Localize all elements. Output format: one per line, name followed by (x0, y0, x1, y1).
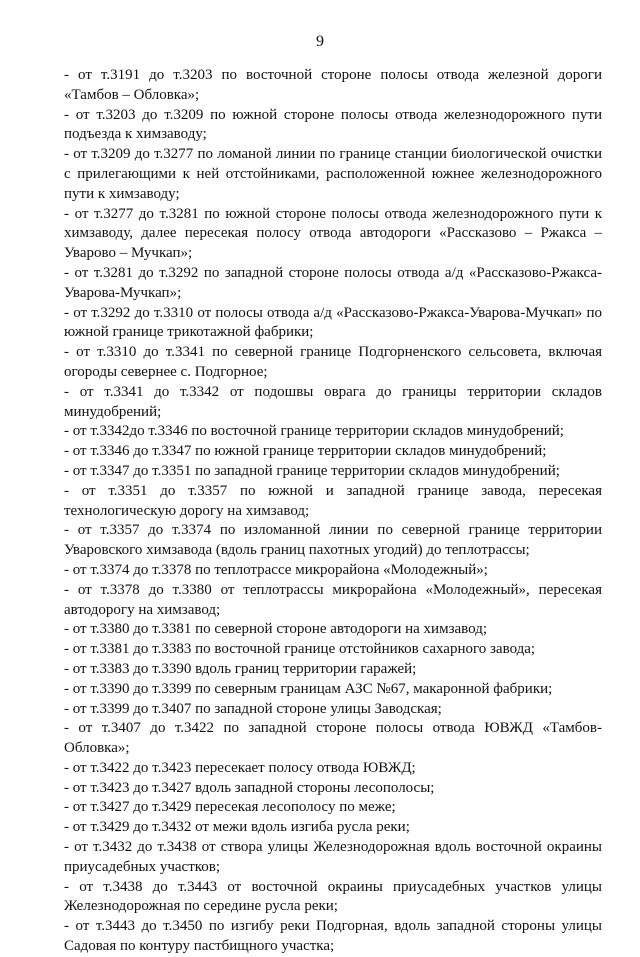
boundary-segment-item: - от т.3292 до т.3310 от полосы отвода а/д «Рассказово-Ржакса-Уварова-Мучкап» по южной границе трикотажной фабрики; (64, 304, 602, 341)
boundary-segment-item: - от т.3346 до т.3347 по южной границе территории складов минудобрений; (64, 443, 547, 460)
boundary-segment-item: - от т.3203 до т.3209 по южной стороне полосы отвода железнодорожного пути подъезда к химзаводу; (64, 106, 602, 143)
boundary-segment-item: - от т.3383 до т.3390 вдоль границ территории гаражей; (64, 660, 417, 677)
boundary-segment-item: - от т.3443 до т.3450 по изгибу реки Подгорная, вдоль западной стороны улицы Садовая по контуру пастбищного участка; (64, 918, 602, 955)
document-body (64, 66, 602, 957)
boundary-segment-item: - от т.3438 до т.3443 от восточной окраины приусадебных участков улицы Железнодорожная по середине русла реки; (64, 878, 602, 915)
boundary-segment-item: - от т.3341 до т.3342 от подошвы оврага до границы территории складов минудобрений; (64, 383, 602, 420)
boundary-segment-item: - от т.3380 до т.3381 по северной стороне автодороги на химзавод; (64, 621, 488, 638)
boundary-segment-item: - от т.3381 до т.3383 по восточной границе отстойников сахарного завода; (64, 641, 536, 658)
boundary-segment-item: - от т.3390 до т.3399 по северным границам АЗС №67, макаронной фабрики; (64, 680, 553, 697)
boundary-segment-item: - от т.3432 до т.3438 от створа улицы Железнодорожная вдоль восточной окраины приусадебных участков; (64, 839, 602, 875)
boundary-segment-item: - от т.3427 до т.3429 пересекая лесополосу по меже; (64, 799, 396, 816)
boundary-segment-item: - от т.3281 до т.3292 по западной стороне полосы отвода а/д «Рассказово-Ржакса-Уварова-Мучкап»; (64, 264, 602, 301)
boundary-segment-item: - от т.3378 до т.3380 от теплотрассы микрорайона «Молодежный», пересекая автодорогу на химзавод; (64, 581, 602, 618)
boundary-segment-item: - от т.3277 до т.3281 по южной стороне полосы отвода железнодорожного пути к химзаводу, далее пересекая полосу отвода автодороги «Рассказово – Ржакса – Уварово – Мучкап»; (64, 205, 602, 262)
boundary-segment-item: - от т.3342до т.3346 по восточной границе территории складов минудобрений; (64, 423, 564, 440)
boundary-segment-item: - от т.3429 до т.3432 от межи вдоль изгиба русла реки; (64, 819, 410, 836)
boundary-segment-item: - от т.3422 до т.3423 пересекает полосу отвода ЮВЖД; (64, 759, 416, 776)
boundary-segment-item: - от т.3351 до т.3357 по южной и западной границе завода, пересекая технологическую дорогу на химзавод; (64, 482, 602, 519)
boundary-segment-item: - от т.3191 до т.3203 по восточной стороне полосы отвода железной дороги «Тамбов – Обловка»; (64, 67, 602, 103)
page-number: 9 (316, 33, 324, 50)
boundary-segment-item: - от т.3399 до т.3407 по западной стороне улицы Заводская; (64, 700, 442, 717)
boundary-segment-item: - от т.3357 до т.3374 по изломанной линии по северной границе территории Уваровского химзавода (вдоль границ пахотных угодий) до теплотрассы; (64, 522, 602, 559)
boundary-segment-item: - от т.3209 до т.3277 по ломаной линии по границе станции биологической очистки с прилегающими к ней отстойниками, расположенной южнее железнодорожного пути к химзаводу; (64, 146, 602, 202)
boundary-segment-item: - от т.3423 до т.3427 вдоль западной стороны лесополосы; (64, 779, 435, 796)
boundary-segment-item: - от т.3374 до т.3378 по теплотрассе микрорайона «Молодежный»; (64, 561, 488, 578)
boundary-segment-item: - от т.3407 до т.3422 по западной стороне полосы отвода ЮВЖД «Тамбов-Обловка»; (64, 720, 602, 757)
boundary-segment-item: - от т.3347 до т.3351 по западной границе территории складов минудобрений; (64, 462, 560, 479)
boundary-segment-item: - от т.3310 до т.3341 по северной границе Подгорненского сельсовета, включая огороды севернее с. Подгорное; (64, 344, 602, 380)
